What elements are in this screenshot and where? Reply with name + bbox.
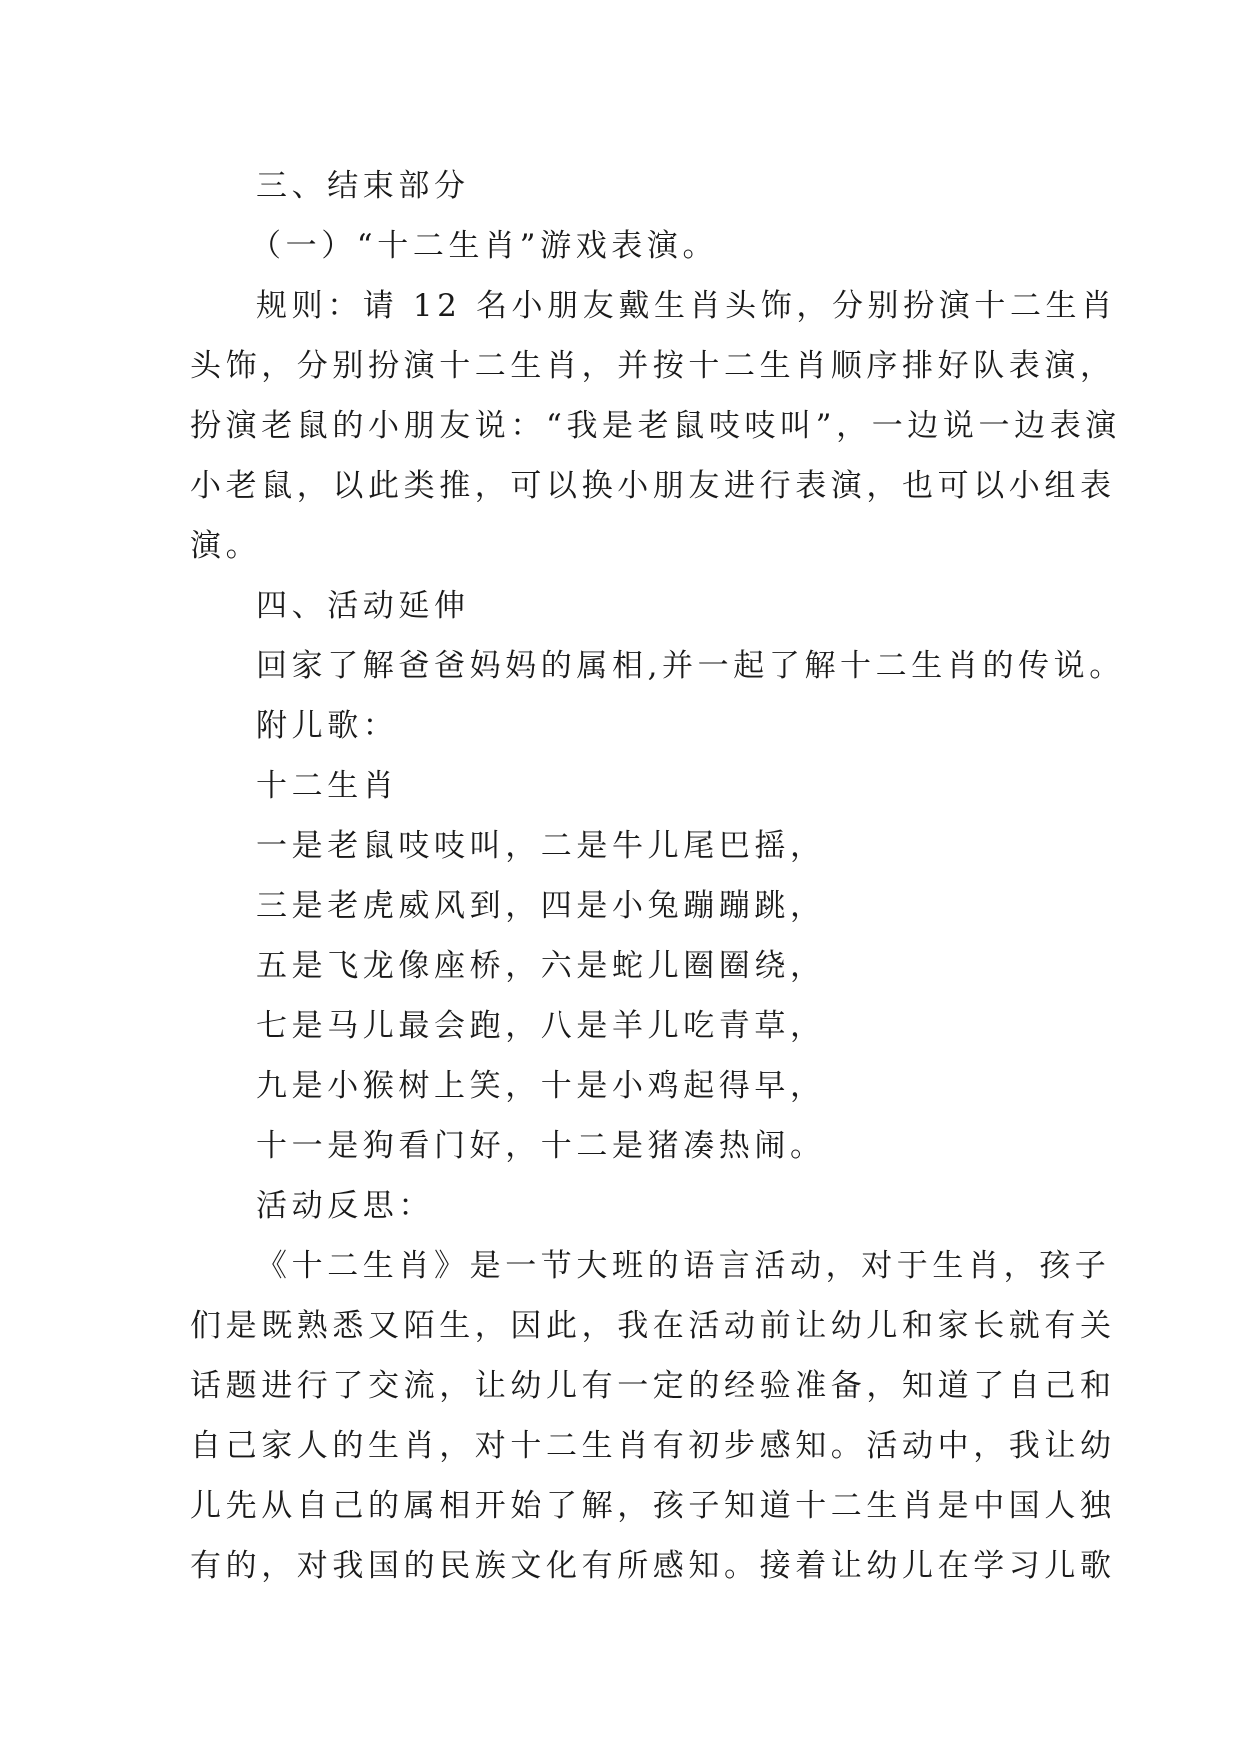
paragraph-line: 规则：请 12 名小朋友戴生肖头饰，分别扮演十二生肖 xyxy=(256,288,1117,324)
paragraph-line: 扮演老鼠的小朋友说：“我是老鼠吱吱叫”，一边说一边表演 xyxy=(190,408,1121,444)
reflection-heading: 活动反思： xyxy=(256,1188,434,1224)
song-line: 七是马儿最会跑，八是羊儿吃青草， xyxy=(256,1008,826,1044)
paragraph-line: 话题进行了交流，让幼儿有一定的经验准备，知道了自己和 xyxy=(190,1368,1116,1404)
paragraph-line: 有的，对我国的民族文化有所感知。接着让幼儿在学习儿歌 xyxy=(190,1548,1116,1584)
paragraph-line: 头饰，分别扮演十二生肖，并按十二生肖顺序排好队表演， xyxy=(190,348,1116,384)
section-heading-extension: 四、活动延伸 xyxy=(256,588,470,624)
song-line: 十一是狗看门好，十二是猪凑热闹。 xyxy=(256,1128,826,1164)
song-line: 一是老鼠吱吱叫，二是牛儿尾巴摇， xyxy=(256,828,826,864)
paragraph-line: 回家了解爸爸妈妈的属相,并一起了解十二生肖的传说。 xyxy=(256,648,1125,684)
paragraph-line: 儿先从自己的属相开始了解，孩子知道十二生肖是中国人独 xyxy=(190,1488,1116,1524)
section-heading-ending: 三、结束部分 xyxy=(256,168,470,204)
paragraph-line: 小老鼠，以此类推，可以换小朋友进行表演，也可以小组表 xyxy=(190,468,1116,504)
song-line: 九是小猴树上笑，十是小鸡起得早， xyxy=(256,1068,826,1104)
song-line: 五是飞龙像座桥，六是蛇儿圈圈绕， xyxy=(256,948,826,984)
paragraph-line: 们是既熟悉又陌生，因此，我在活动前让幼儿和家长就有关 xyxy=(190,1308,1116,1344)
paragraph-line: 《十二生肖》是一节大班的语言活动，对于生肖，孩子 xyxy=(256,1248,1111,1284)
paragraph-line: 自己家人的生肖，对十二生肖有初步感知。活动中，我让幼 xyxy=(190,1428,1116,1464)
appendix-label: 附儿歌： xyxy=(256,708,399,744)
song-line: 三是老虎威风到，四是小兔蹦蹦跳， xyxy=(256,888,826,924)
song-title: 十二生肖 xyxy=(256,768,399,804)
paragraph-line: 演。 xyxy=(190,528,262,564)
subheading-game: （一）“十二生肖”游戏表演。 xyxy=(250,228,719,264)
